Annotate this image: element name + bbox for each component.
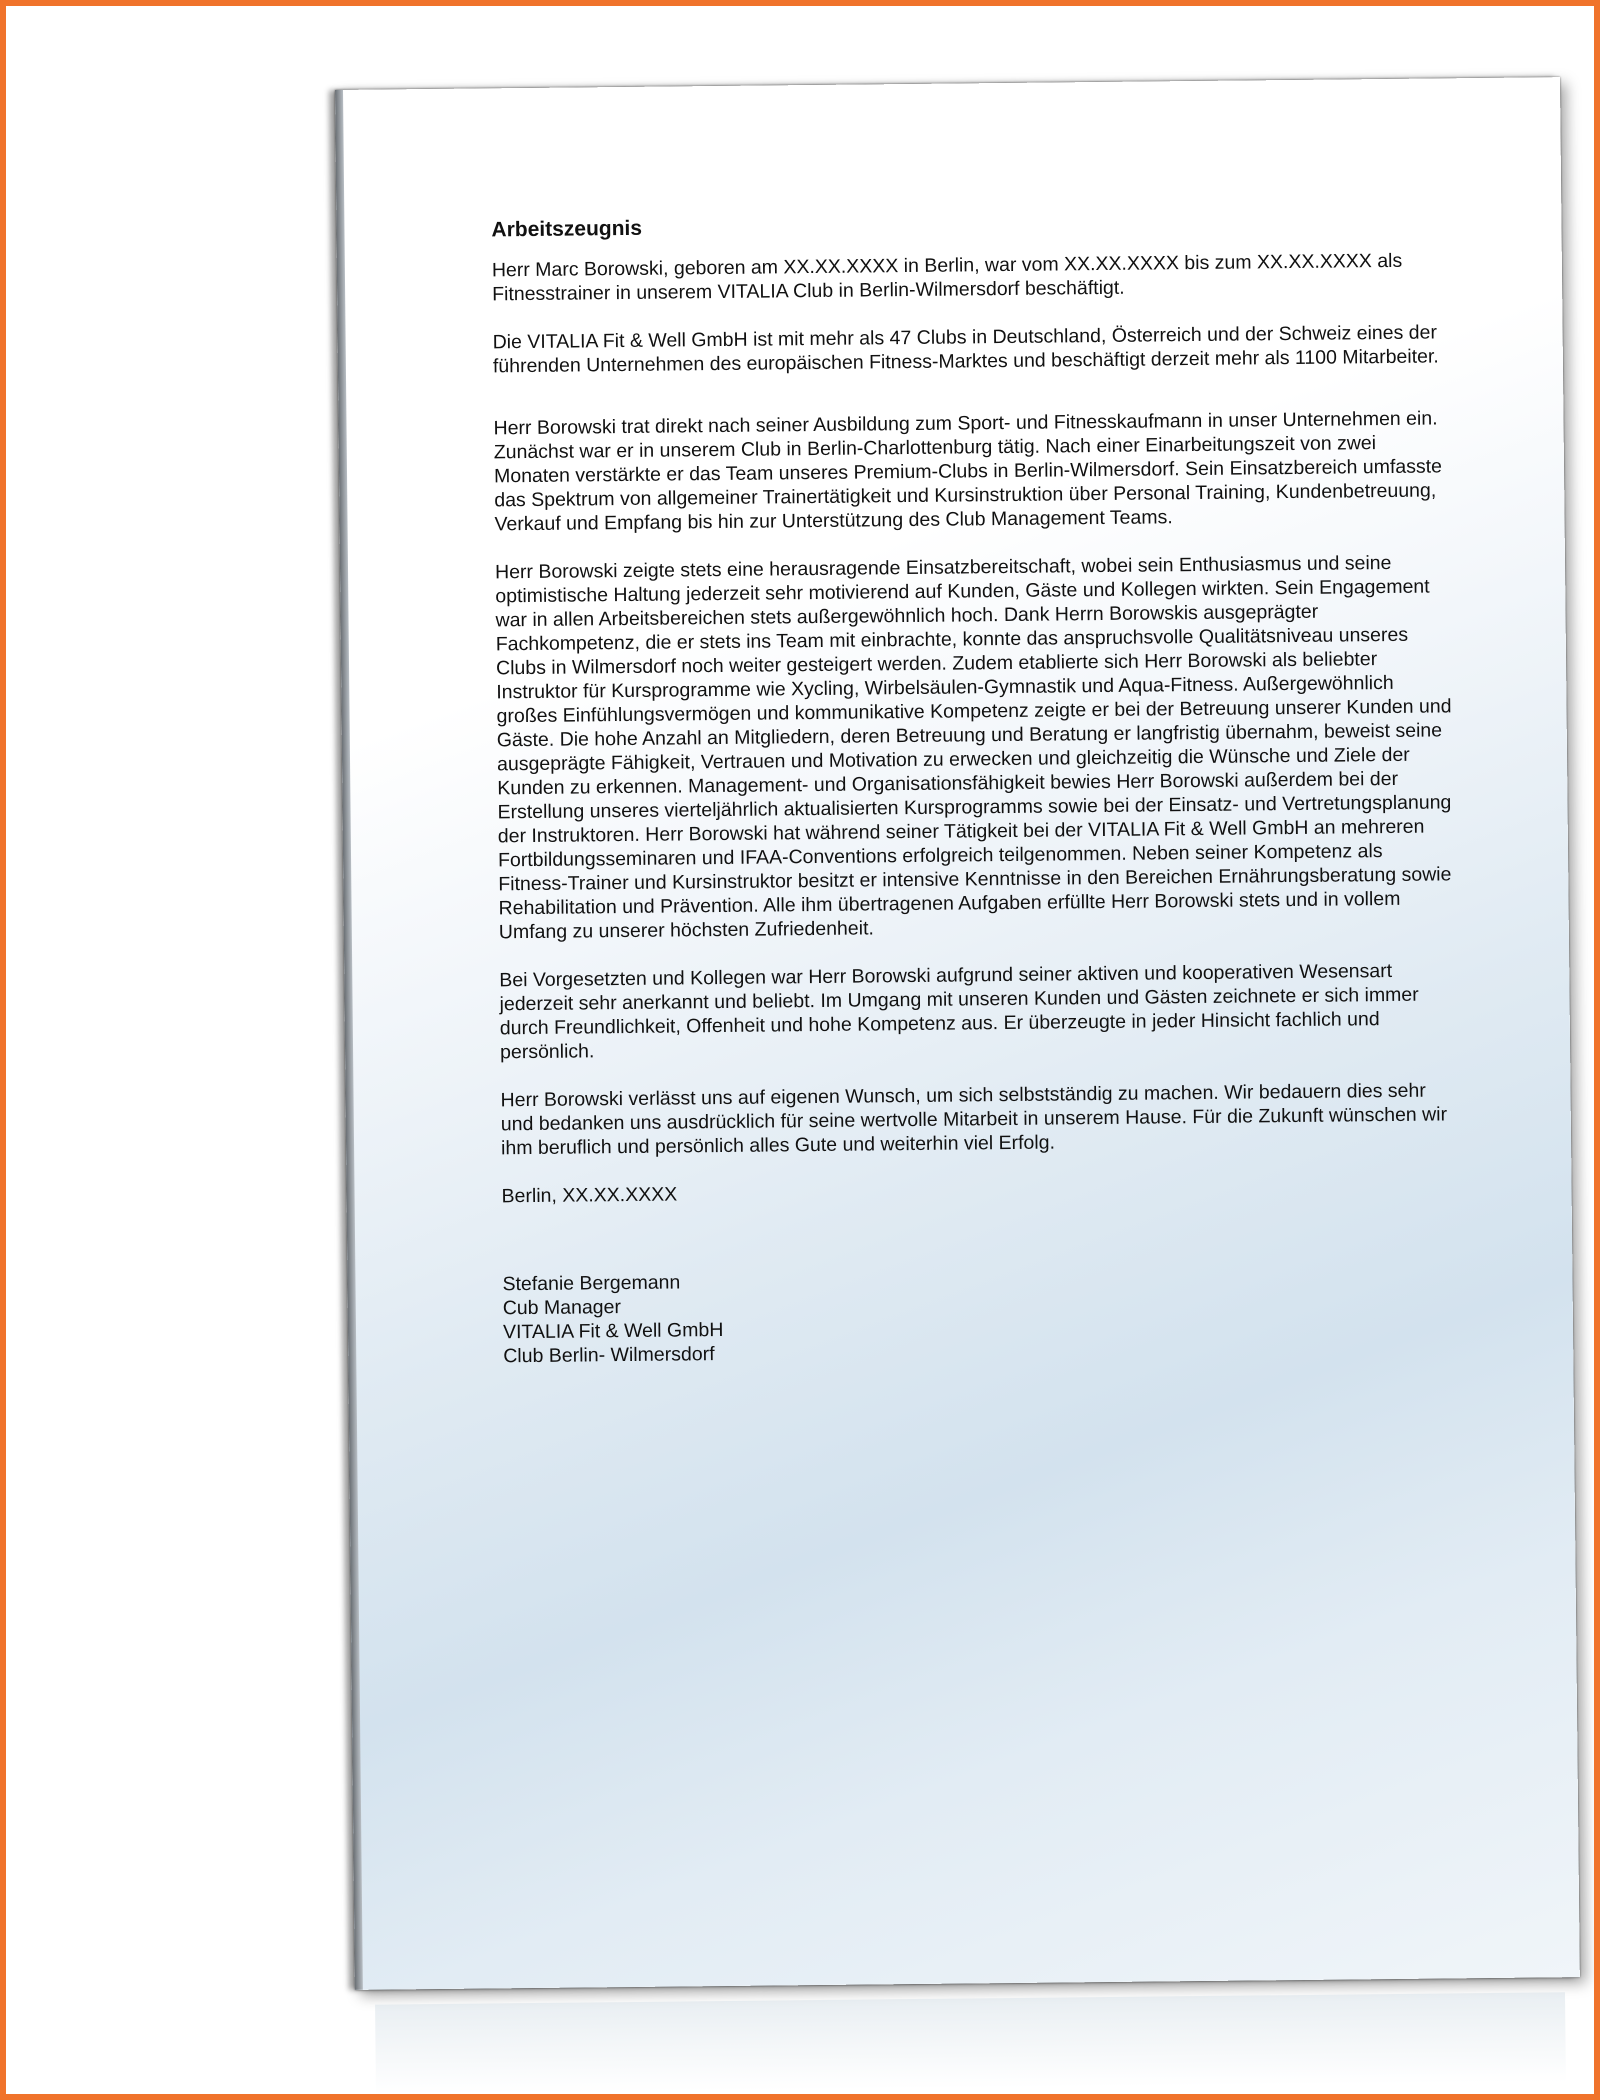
place-date: Berlin, XX.XX.XXXX — [501, 1183, 678, 1208]
signature-block — [502, 1262, 1458, 1368]
signer-location: Club Berlin- Wilmersdorf — [503, 1343, 715, 1368]
paragraph-intro: Herr Marc Borowski, geboren am XX.XX.XXXX in Berlin, war vom XX.XX.XXXX bis zum XX.XX.XXXX als Fitnesstrainer in unserem VITALIA Club in Berlin-Wilmersdorf beschäftigt. — [491, 249, 1403, 306]
document-content — [491, 208, 1458, 1368]
page-reflection — [375, 1992, 1566, 2094]
signer-name: Stefanie Bergemann — [502, 1271, 681, 1296]
document-page-wrapper — [335, 77, 1580, 1990]
signer-company: VITALIA Fit & Well GmbH — [502, 1319, 724, 1344]
paragraph-company: Die VITALIA Fit & Well GmbH ist mit mehr als 47 Clubs in Deutschland, Österreich und der Schweiz eines der führenden Unternehmen des europäischen Fitness-Marktes und beschäftigt derzeit mehr als 1100 Mitarbeiter. — [492, 321, 1439, 378]
paragraph-conduct: Bei Vorgesetzten und Kollegen war Herr Borowski aufgrund seiner aktiven und kooperativen Wesensart jederzeit sehr anerkannt und beliebt. Im Umgang mit unseren Kunden und Gästen zeichnete er sich immer durch Freundlichkeit, Offenheit und hohe Kompetenz aus. Er überzeugte in jeder Hinsicht fachlich und persönlich. — [499, 959, 1419, 1064]
paragraph-closing: Herr Borowski verlässt uns auf eigenen Wunsch, um sich selbstständig zu machen. Wir bedauern dies sehr und bedanken uns ausdrücklich für seine wertvolle Mitarbeit in unserem Hause. Für die Zukunft wünschen wir ihm beruflich und persönlich alles Gute und weiterhin viel Erfolg. — [500, 1079, 1448, 1160]
paragraph-performance: Herr Borowski zeigte stets eine herausragende Einsatzbereitschaft, wobei sein Enthusiasmus und seine optimistische Haltung jederzeit sehr motivierend auf Kunden, Gäste und Kollegen wirkten. Sein Engagement war in allen Arbeitsbereichen stets außergewöhnlich hoch. Dank Herrn Borowskis ausgeprägter Fachkompetenz, die er stets ins Team mit einbrachte, konnte das anspruchsvolle Qualitätsniveau unseres Clubs in Wilmersdorf noch weiter gesteigert werden. Zudem etablierte sich Herr Borowski als beliebter Instruktor für Kursprogramme wie Xycling, Wirbelsäulen-Gymnastik und Aqua-Fitness. Außergewöhnlich großes Einfühlungsvermögen und kommunikative Kompetenz zeigte er bei der Betreuung unserer Kunden und Gäste. Die hohe Anzahl an Mitgliedern, deren Betreuung und Beratung er langfristig übernahm, beweist seine ausgeprägte Fähigkeit, Vertrauen und Motivation zu erwecken und gleichzeitig die Wünsche und Ziele der Kunden zu erkennen. Management- und Organisationsfähigkeit bewies Herr Borowski außerdem bei der Erstellung unseres vierteljährlich aktualisierten Kursprogramms sowie bei der Einsatz- und Vertretungsplanung der Instruktoren. Herr Borowski hat während seiner Tätigkeit bei der VITALIA Fit & Well GmbH an mehreren Fortbildungsseminaren und IFAA-Conventions erfolgreich teilgenommen. Neben seiner Kompetenz als Fitness-Trainer und Kursinstruktor besitzt er intensive Kenntnisse in den Bereichen Ernährungsberatung sowie Rehabilitation und Prävention. Alle ihm übertragenen Aufgaben erfüllte Herr Borowski stets und in vollem Umfang zu unserer höchsten Zufriedenheit. — [494, 551, 1452, 944]
document-title: Arbeitszeugnis — [491, 216, 643, 242]
paragraph-career: Herr Borowski trat direkt nach seiner Ausbildung zum Sport- und Fitnesskaufmann in unser Unternehmen ein. Zunächst war er in unserem Club in Berlin-Charlottenburg tätig. Nach einer Einarbeitungszeit von zwei Monaten verstärkte er das Team unseres Premium-Clubs in Berlin-Wilmersdorf. Sein Einsatzbereich umfasste das Spektrum von allgemeiner Trainertätigkeit und Kursinstruktion über Personal Training, Kundenbetreuung, Verkauf und Empfang bis hin zur Unterstützung des Club Management Teams. — [493, 407, 1443, 536]
document-page — [335, 77, 1580, 1990]
signer-role: Cub Manager — [502, 1296, 622, 1320]
